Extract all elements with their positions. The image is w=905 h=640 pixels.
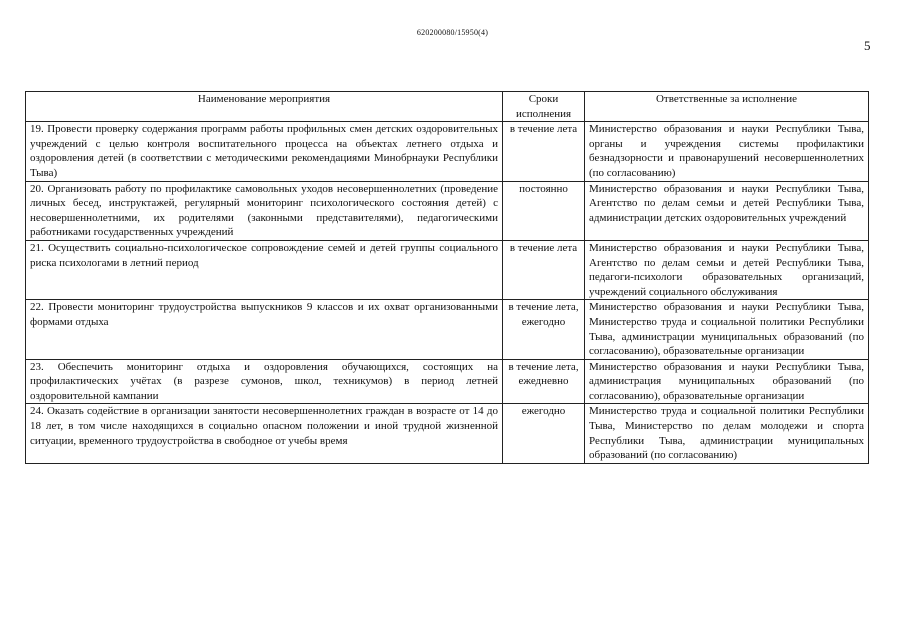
activity-cell: 19. Провести проверку содержания программ работы профильных смен детских оздоровительных учреждений с целью контроля воспитательного процесса на объектах летнего отдыха и оздоровления детей (в соответствии с методическими рекомендациями Минобрнауки Республики Тыва): [26, 122, 503, 181]
activity-cell: 23. Обеспечить мониторинг отдыха и оздоровления обучающихся, состоящих на профилактических учётах (в разрезе сумонов, школ, техникумов) в период летней оздоровительной кампании: [26, 359, 503, 404]
activity-cell: 21. Осуществить социально-психологическое сопровождение семей и детей группы социального риска психологами в летний период: [26, 240, 503, 299]
activity-cell: 20. Организовать работу по профилактике самовольных уходов несовершеннолетних (проведение личных бесед, инструктажей, регулярный мониторинг психологического состояния детей) с несовершеннолетними, их родителями (законными представителями), педагогическими работниками государственных учреждений: [26, 181, 503, 240]
page-number: 5: [864, 38, 871, 53]
column-header-term: Сроки исполнения: [503, 92, 585, 122]
table-row: [26, 404, 869, 463]
responsible-cell: Министерство образования и науки Республики Тыва, администрация муниципальных образований (по согласованию), образовательные организации: [585, 359, 869, 404]
responsible-cell: Министерство труда и социальной политики Республики Тыва, Министерство по делам молодежи и спорта Республики Тыва, администрации муниципальных образований (по согласованию): [585, 404, 869, 463]
document-code: 620200080/15950(4): [416, 28, 489, 37]
term-cell: в течение лета: [503, 122, 585, 181]
term-cell: ежегодно: [503, 404, 585, 463]
table-row: [26, 300, 869, 359]
table-header-row: [26, 92, 869, 122]
table-row: [26, 240, 869, 299]
activity-cell: 24. Оказать содействие в организации занятости несовершеннолетних граждан в возрасте от 14 до 18 лет, в том числе находящихся в социально опасном положении и иной трудной жизненной ситуации, временного трудоустройства в свободное от учебы время: [26, 404, 503, 463]
responsible-cell: Министерство образования и науки Республики Тыва, Агентство по делам семьи и детей Республики Тыва, педагоги-психологи образовательных организаций, учреждений социального обслуживания: [585, 240, 869, 299]
term-cell: в течение лета: [503, 240, 585, 299]
table-row: [26, 122, 869, 181]
table-row: [26, 359, 869, 404]
term-cell: постоянно: [503, 181, 585, 240]
column-header-responsible: Ответственные за исполнение: [585, 92, 869, 122]
responsible-cell: Министерство образования и науки Республики Тыва, органы и учреждения системы профилактики безнадзорности и правонарушений несовершеннолетних (по согласованию): [585, 122, 869, 181]
activity-cell: 22. Провести мониторинг трудоустройства выпускников 9 классов и их охват организованными формами отдыха: [26, 300, 503, 359]
table-row: [26, 181, 869, 240]
responsible-cell: Министерство образования и науки Республики Тыва, Агентство по делам семьи и детей Республики Тыва, администрации детских оздоровительных учреждений: [585, 181, 869, 240]
responsible-cell: Министерство образования и науки Республики Тыва, Министерство труда и социальной политики Республики Тыва, администрации муниципальных образований (по согласованию), образовательные организации: [585, 300, 869, 359]
activities-table: [25, 91, 869, 464]
column-header-activity: Наименование мероприятия: [26, 92, 503, 122]
term-cell: в течение лета, ежегодно: [503, 300, 585, 359]
term-cell: в течение лета, ежедневно: [503, 359, 585, 404]
